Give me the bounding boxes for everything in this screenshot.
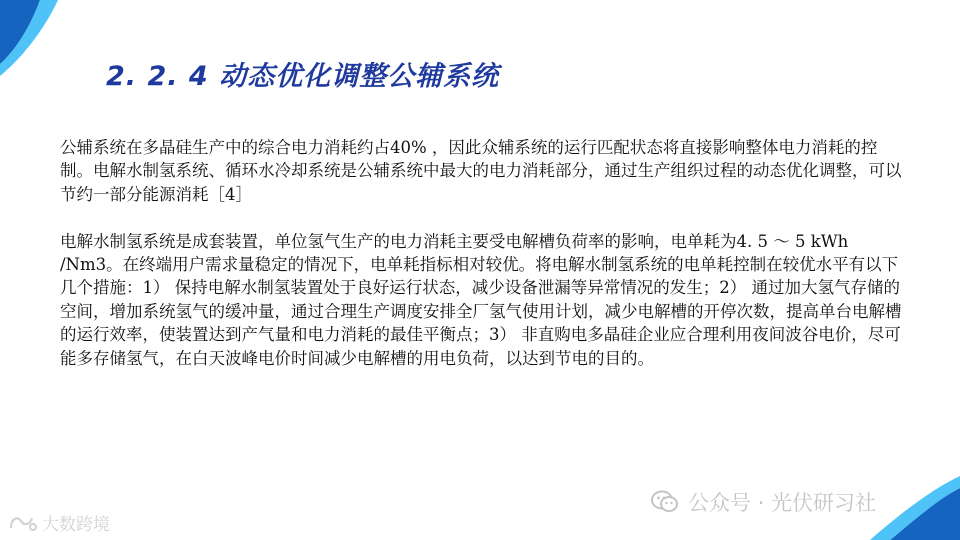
watermark-left-text: 大数跨境 — [42, 515, 110, 535]
corner-decoration-top-left — [0, 0, 120, 90]
paragraph-2: 电解水制氢系统是成套装置，单位氢气生产的电力消耗主要受电解槽负荷率的影响，电单耗为4. 5 ～ 5 kWh /Nm3。在终端用户需求量稳定的情况下，电单耗指标相对较优。将电解水制氢系统的电单耗控制在较优水平有以下几个措施：1） 保持电解水制氢装置处于良好运行状态，减少设备泄漏等异常情况的发生；2） 通过加大氢气存储的空间，增加系统氢气的缓冲量，通过合理生产调度安排全厂氢气使用计划，减少电解槽的开停次数，提高单台电解槽的运行效率，使装置达到产气量和电力消耗的最佳平衡点；3） 非直购电多晶硅企业应合理利用夜间波谷电价，尽可能多存储氢气，在白天波峰电价时间减少电解槽的用电负荷，以达到节电的目的。 — [60, 231, 902, 368]
logo-icon — [8, 513, 38, 533]
paragraph-1: 公辅系统在多晶硅生产中的综合电力消耗约占40% ，因此众辅系统的运行匹配状态将直接影响整体电力消耗的控制。电解水制氢系统、循环水冷却系统是公辅系统中最大的电力消耗部分，通过生产组织过程的动态优化调整，可以节约一部分能源消耗［4］ — [60, 138, 902, 204]
watermark-right-text: 公众号 · 光伏研习社 — [688, 491, 877, 515]
watermark-left — [8, 510, 110, 535]
body-text — [60, 136, 908, 370]
page-title: 2. 2. 4 动态优化调整公辅系统 — [106, 61, 500, 92]
corner-decoration-bottom-right — [840, 460, 960, 540]
wechat-icon — [650, 489, 680, 515]
